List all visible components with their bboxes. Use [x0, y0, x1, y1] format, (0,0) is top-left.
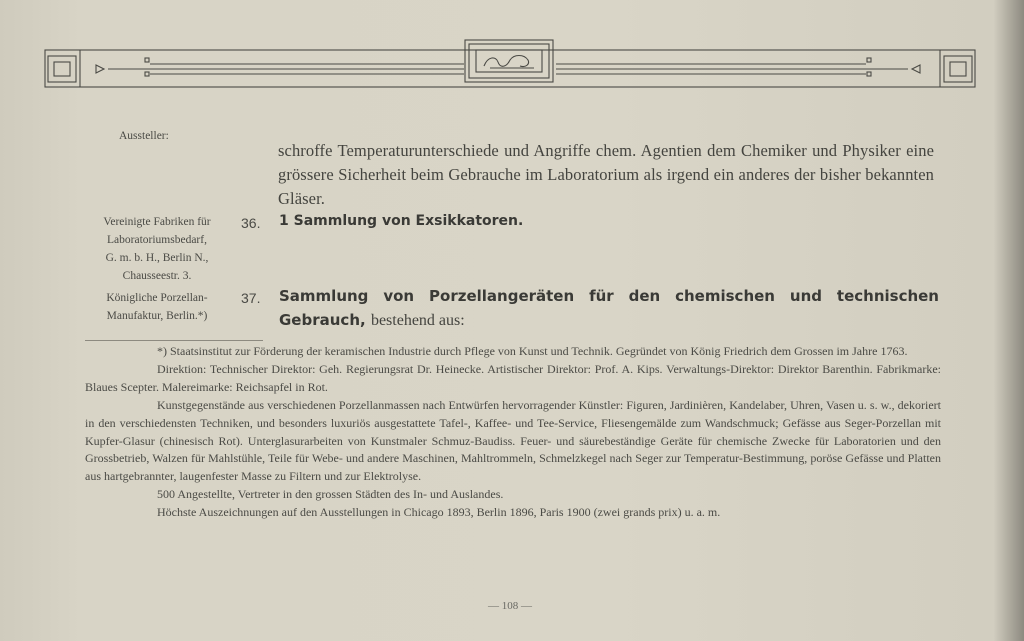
entry-title-tail: bestehend aus: [370, 312, 465, 329]
entry-number-37: 37. [241, 290, 261, 306]
footnote-paragraph: 500 Angestellte, Vertreter in den grossen Städten des In- und Auslandes. [157, 487, 504, 502]
paragraph-continuation: schroffe Temperaturunterschiede und Angriffe chem. Agentien dem Chemiker und Physiker eine grössere Sicherheit beim Gebrauche im Laboratorium als irgend ein anderes der bisher bekannten Gläser. [278, 141, 934, 208]
footnote-paragraph: Direktion: Technischer Direktor: Geh. Regierungsrat Dr. Heinecke. Artistischer Direktor: Prof. A. Kips. Verwaltungs-Direktor: Direktor Barenthin. Fabrikmarke: Blaues Scepter. Malereimarke: Reichsapfel in Rot. [85, 361, 941, 394]
footnote [85, 343, 941, 522]
entry-title-text: Sammlung von Porzellangeräten für den chemischen und technischen Gebrauch, [279, 287, 939, 329]
exhibitor-36 [82, 213, 232, 285]
exhibitor-line: Königliche Porzellan- [106, 292, 208, 304]
exhibitor-column-header: Aussteller: [119, 130, 169, 142]
entry-title-36: 1 Sammlung von Exsikkatoren. [279, 213, 524, 229]
footnote-paragraph: Höchste Auszeichnungen auf den Ausstellungen in Chicago 1893, Berlin 1896, Paris 1900 (zwei grands prix) u. a. m. [157, 505, 721, 520]
entry-title-37 [279, 284, 939, 333]
page-number: — 108 — [488, 600, 532, 612]
exhibitor-line: Vereinigte Fabriken für [103, 216, 211, 228]
footnote-paragraph: Kunstgegenstände aus verschiedenen Porzellanmassen nach Entwürfen hervorragender Künstler: Figuren, Jardinièren, Kandelaber, Uhren, Vasen u. s. w., dekoriert in den verschiedensten Techniken, und besonders luxuriös ausgestattete Tafel-, Kaffee- und Tee-Service, Fliesengemälde zum Wandschmuck; Gefässe aus Seger-Porzellan mit Kupfer-Glasur (chinesisch Rot). Unterglasurarbeiten von Kunstmaler Schmuz-Baudiss. Feuer- und säurebeständige Geräte für chemische Zwecke für Laboratorien und den Grossbetrieb, Walzen für Mahlstühle, Teile für Webe- und andere Maschinen, Mahltrommeln, Schmelzkegel nach Seger zur Temperatur-Bestimmung, poröse Gefässe und Platten aus hartgebrannter, laugenfester Masse zu Filtern und zur Elektrolyse. [85, 397, 941, 484]
exhibitor-37 [82, 289, 232, 325]
exhibitor-line: Manufaktur, Berlin.*) [106, 310, 208, 322]
footnote-divider [85, 340, 263, 341]
footnote-paragraph: *) Staatsinstitut zur Förderung der keramischen Industrie durch Pflege von Kunst und Technik. Gegründet von König Friedrich dem Grossen im Jahre 1763. [157, 344, 908, 358]
exhibitor-line: Laboratoriumsbedarf, [107, 234, 207, 246]
exhibitor-line: Chausseestr. 3. [122, 270, 192, 282]
decorative-header-border [44, 38, 976, 90]
exhibitor-line: G. m. b. H., Berlin N., [105, 252, 209, 264]
entry-number-36: 36. [241, 215, 261, 231]
